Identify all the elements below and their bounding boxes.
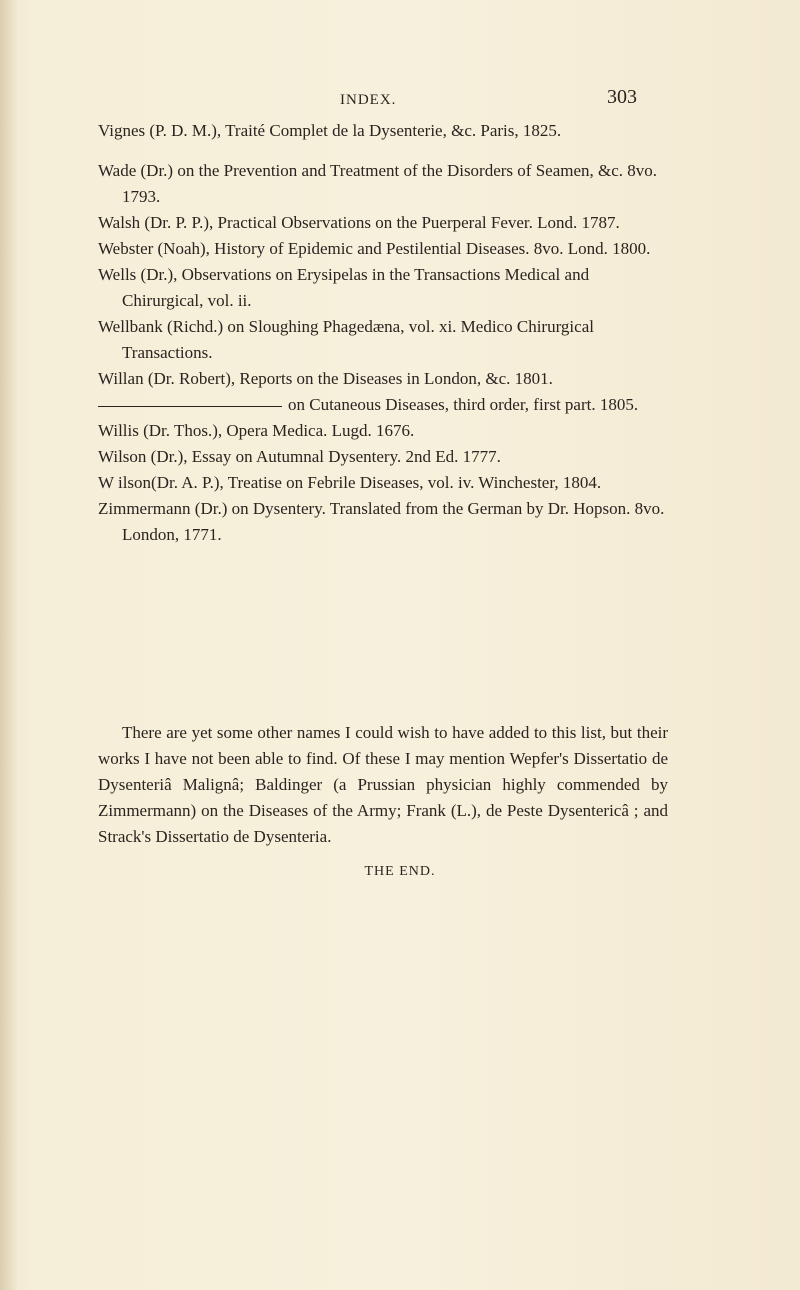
bibliography-entry: Willis (Dr. Thos.), Opera Medica. Lugd. 1676. [98, 421, 415, 440]
bibliography-entry: Willan (Dr. Robert), Reports on the Diseases in London, &c. 1801. [98, 369, 553, 388]
bibliography-entry: Wells (Dr.), Observations on Erysipelas in the Transactions Medical and Chirurgical, vol. ii. [98, 265, 590, 310]
bibliography-entry: Wade (Dr.) on the Prevention and Treatment of the Disorders of Seamen, &c. 8vo. 1793. [98, 161, 658, 206]
bibliography-entry: Zimmermann (Dr.) on Dysentery. Translated from the German by Dr. Hopson. 8vo. London, 1771. [98, 499, 665, 544]
bibliography-entry: Vignes (P. D. M.), Traité Complet de la Dysenterie, &c. Paris, 1825. [98, 121, 562, 140]
ditto-entry-text: on Cutaneous Diseases, third order, first part. 1805. [288, 395, 639, 414]
bibliography-entry-ditto [98, 392, 668, 418]
page-number: 303 [607, 86, 637, 108]
closing-paragraph: There are yet some other names I could wish to have added to this list, but their works I have not been able to find. Of these I may mention Wepfer's Dissertatio de Dysenteriâ Malignâ; Baldinger (a Prussian physician highly commended by Zimmermann) on the Diseases of the Army; Frank (L.), de Peste Dysentericâ ; and Strack's Dissertatio de Dysenteria. [98, 723, 668, 846]
bibliography-entry: Wellbank (Richd.) on Sloughing Phagedæna, vol. xi. Medico Chirurgical Transactions. [98, 317, 594, 362]
bibliography-entry: Wilson (Dr.), Essay on Autumnal Dysentery. 2nd Ed. 1777. [98, 447, 501, 466]
bibliography-entry: Webster (Noah), History of Epidemic and Pestilential Diseases. 8vo. Lond. 1800. [98, 239, 651, 258]
spine-shadow [0, 0, 18, 1290]
bibliography-list [98, 118, 668, 548]
ditto-rule [98, 406, 282, 407]
page-header [0, 86, 800, 116]
the-end-label: THE END. [364, 864, 436, 879]
bibliography-entry: W ilson(Dr. A. P.), Treatise on Febrile Diseases, vol. iv. Winchester, 1804. [98, 473, 602, 492]
bibliography-entry: Walsh (Dr. P. P.), Practical Observations on the Puerperal Fever. Lond. 1787. [98, 213, 620, 232]
running-head: INDEX. [340, 92, 397, 108]
